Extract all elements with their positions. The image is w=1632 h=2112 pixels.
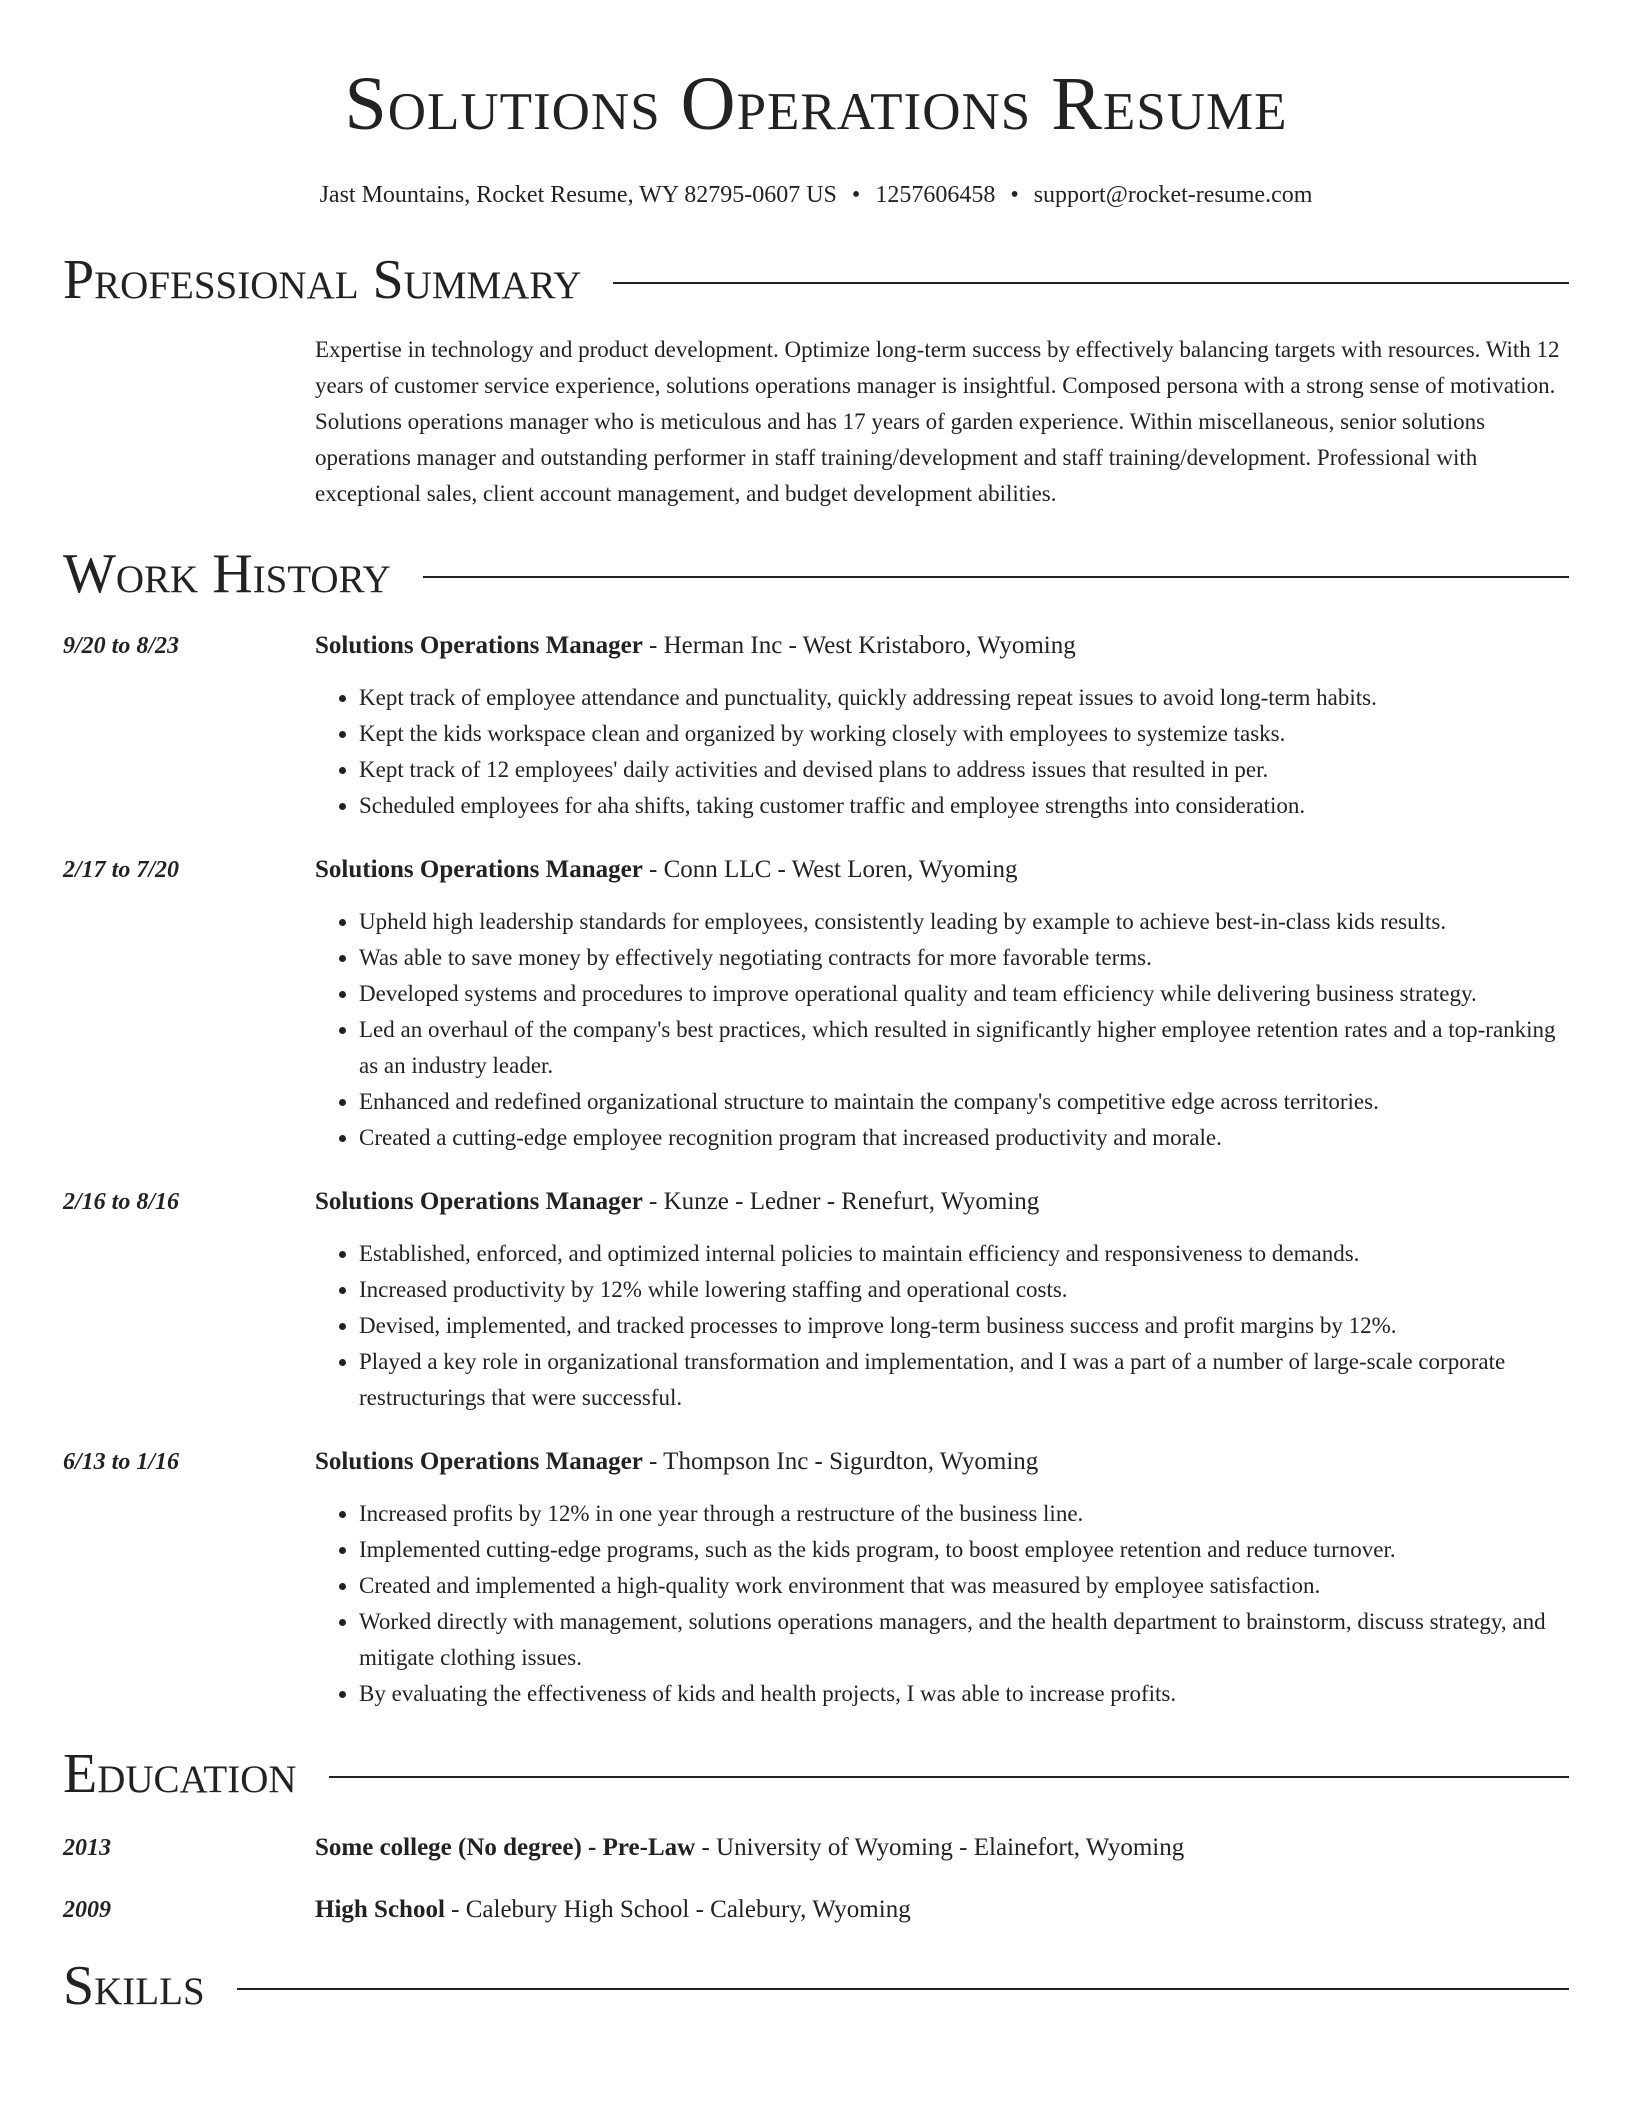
- summary-heading: Professional Summary: [63, 249, 582, 311]
- education-school: - University of Wyoming - Elainefort, Wyoming: [695, 1834, 1185, 1861]
- job-header: [315, 628, 1569, 664]
- list-item: • Devised, implemented, and tracked processes to improve long-term business success and profit margins by 12%.: [359, 1308, 1569, 1344]
- job-entry: [63, 852, 1569, 1156]
- job-employer: - Kunze - Ledner - Renefurt, Wyoming: [642, 1188, 1040, 1215]
- section-divider: [329, 1776, 1569, 1778]
- list-item: • Kept track of 12 employees' daily activities and devised plans to address issues that resulted in per.: [359, 752, 1569, 788]
- education-degree: High School: [315, 1896, 445, 1923]
- section-divider: [423, 576, 1569, 578]
- contact-line: [63, 180, 1569, 210]
- list-item: • Enhanced and redefined organizational structure to maintain the company's competitive edge across territories.: [359, 1084, 1569, 1120]
- education-header: [315, 1892, 1569, 1928]
- list-item: • Created and implemented a high-quality work environment that was measured by employee satisfaction.: [359, 1568, 1569, 1604]
- education-heading: Education: [63, 1743, 297, 1805]
- list-item: • Scheduled employees for aha shifts, taking customer traffic and employee strengths into consideration.: [359, 788, 1569, 824]
- job-dates: 2/17 to 7/20: [63, 857, 180, 883]
- job-role: Solutions Operations Manager: [315, 632, 643, 659]
- job-bullets: [315, 1496, 1569, 1712]
- list-item: • Developed systems and procedures to improve operational quality and team efficiency while delivering business strategy.: [359, 976, 1569, 1012]
- education-entry: [63, 1892, 1569, 1928]
- job-role: Solutions Operations Manager: [315, 856, 643, 883]
- list-item: • Led an overhaul of the company's best practices, which resulted in significantly higher employee retention rates and a top-ranking as an industry leader.: [359, 1012, 1569, 1084]
- contact-phone: 1257606458: [875, 182, 996, 208]
- list-item: • Was able to save money by effectively negotiating contracts for more favorable terms.: [359, 940, 1569, 976]
- list-item: • Upheld high leadership standards for employees, consistently leading by example to achieve best-in-class kids results.: [359, 904, 1569, 940]
- work-list: [63, 628, 1569, 1712]
- list-item: • Established, enforced, and optimized internal policies to maintain efficiency and responsiveness to demands.: [359, 1236, 1569, 1272]
- job-employer: - Thompson Inc - Sigurdton, Wyoming: [642, 1448, 1039, 1475]
- education-year: 2013: [63, 1835, 111, 1861]
- job-header: [315, 1184, 1569, 1220]
- list-item: • Kept the kids workspace clean and organized by working closely with employees to systemize tasks.: [359, 716, 1569, 752]
- education-school: - Calebury High School - Calebury, Wyoming: [444, 1896, 911, 1923]
- job-dates: 2/16 to 8/16: [63, 1189, 180, 1215]
- work-heading: Work History: [63, 543, 391, 605]
- job-entry: [63, 1444, 1569, 1712]
- education-list: [63, 1830, 1569, 1928]
- list-item: • Increased profits by 12% in one year through a restructure of the business line.: [359, 1496, 1569, 1532]
- job-dates: 9/20 to 8/23: [63, 633, 180, 659]
- list-item: • Played a key role in organizational transformation and implementation, and I was a part of a number of large-scale corporate restructurings that were successful.: [359, 1344, 1569, 1416]
- job-entry: [63, 1184, 1569, 1416]
- job-header: [315, 852, 1569, 888]
- list-item: • By evaluating the effectiveness of kids and health projects, I was able to increase profits.: [359, 1676, 1569, 1712]
- work-section-header: [63, 542, 1569, 606]
- list-item: • Worked directly with management, solutions operations managers, and the health department to brainstorm, discuss strategy, and mitigate clothing issues.: [359, 1604, 1569, 1676]
- section-divider: [237, 1988, 1569, 1990]
- job-employer: - Conn LLC - West Loren, Wyoming: [642, 856, 1018, 883]
- job-bullets: [315, 680, 1569, 824]
- education-degree: Some college (No degree) - Pre-Law: [315, 1834, 696, 1861]
- section-divider: [613, 282, 1569, 284]
- list-item: • Increased productivity by 12% while lowering staffing and operational costs.: [359, 1272, 1569, 1308]
- list-item: • Kept track of employee attendance and punctuality, quickly addressing repeat issues to avoid long-term habits.: [359, 680, 1569, 716]
- list-item: • Created a cutting-edge employee recognition program that increased productivity and morale.: [359, 1120, 1569, 1156]
- summary-text: Expertise in technology and product development. Optimize long-term success by effectively balancing targets with resources. With 12 years of customer service experience, solutions operations manager is insightful. Composed persona with a strong sense of motivation. Solutions operations manager who is meticulous and has 17 years of garden experience. Within miscellaneous, senior solutions operations manager and outstanding performer in staff training/development and staff training/development. Professional with exceptional sales, client account management, and budget development abilities.: [315, 337, 1560, 506]
- contact-address: Jast Mountains, Rocket Resume, WY 82795-0607 US: [319, 182, 837, 208]
- job-bullets: [315, 1236, 1569, 1416]
- education-section-header: [63, 1742, 1569, 1806]
- job-employer: - Herman Inc - West Kristaboro, Wyoming: [642, 632, 1076, 659]
- contact-separator: •: [1010, 182, 1019, 208]
- summary-section-header: [63, 248, 1569, 312]
- resume-title: Solutions Operations Resume: [344, 62, 1288, 146]
- job-role: Solutions Operations Manager: [315, 1188, 643, 1215]
- job-header: [315, 1444, 1569, 1480]
- education-header: [315, 1830, 1569, 1866]
- job-dates: 6/13 to 1/16: [63, 1449, 180, 1475]
- list-item: • Implemented cutting-edge programs, such as the kids program, to boost employee retention and reduce turnover.: [359, 1532, 1569, 1568]
- job-entry: [63, 628, 1569, 824]
- skills-section-header: [63, 1954, 1569, 2018]
- education-entry: [63, 1830, 1569, 1866]
- education-year: 2009: [63, 1897, 111, 1923]
- contact-separator: •: [851, 182, 861, 208]
- job-role: Solutions Operations Manager: [315, 1448, 643, 1475]
- skills-heading: Skills: [63, 1955, 205, 2017]
- contact-email: support@rocket-resume.com: [1033, 182, 1313, 208]
- job-bullets: [315, 904, 1569, 1156]
